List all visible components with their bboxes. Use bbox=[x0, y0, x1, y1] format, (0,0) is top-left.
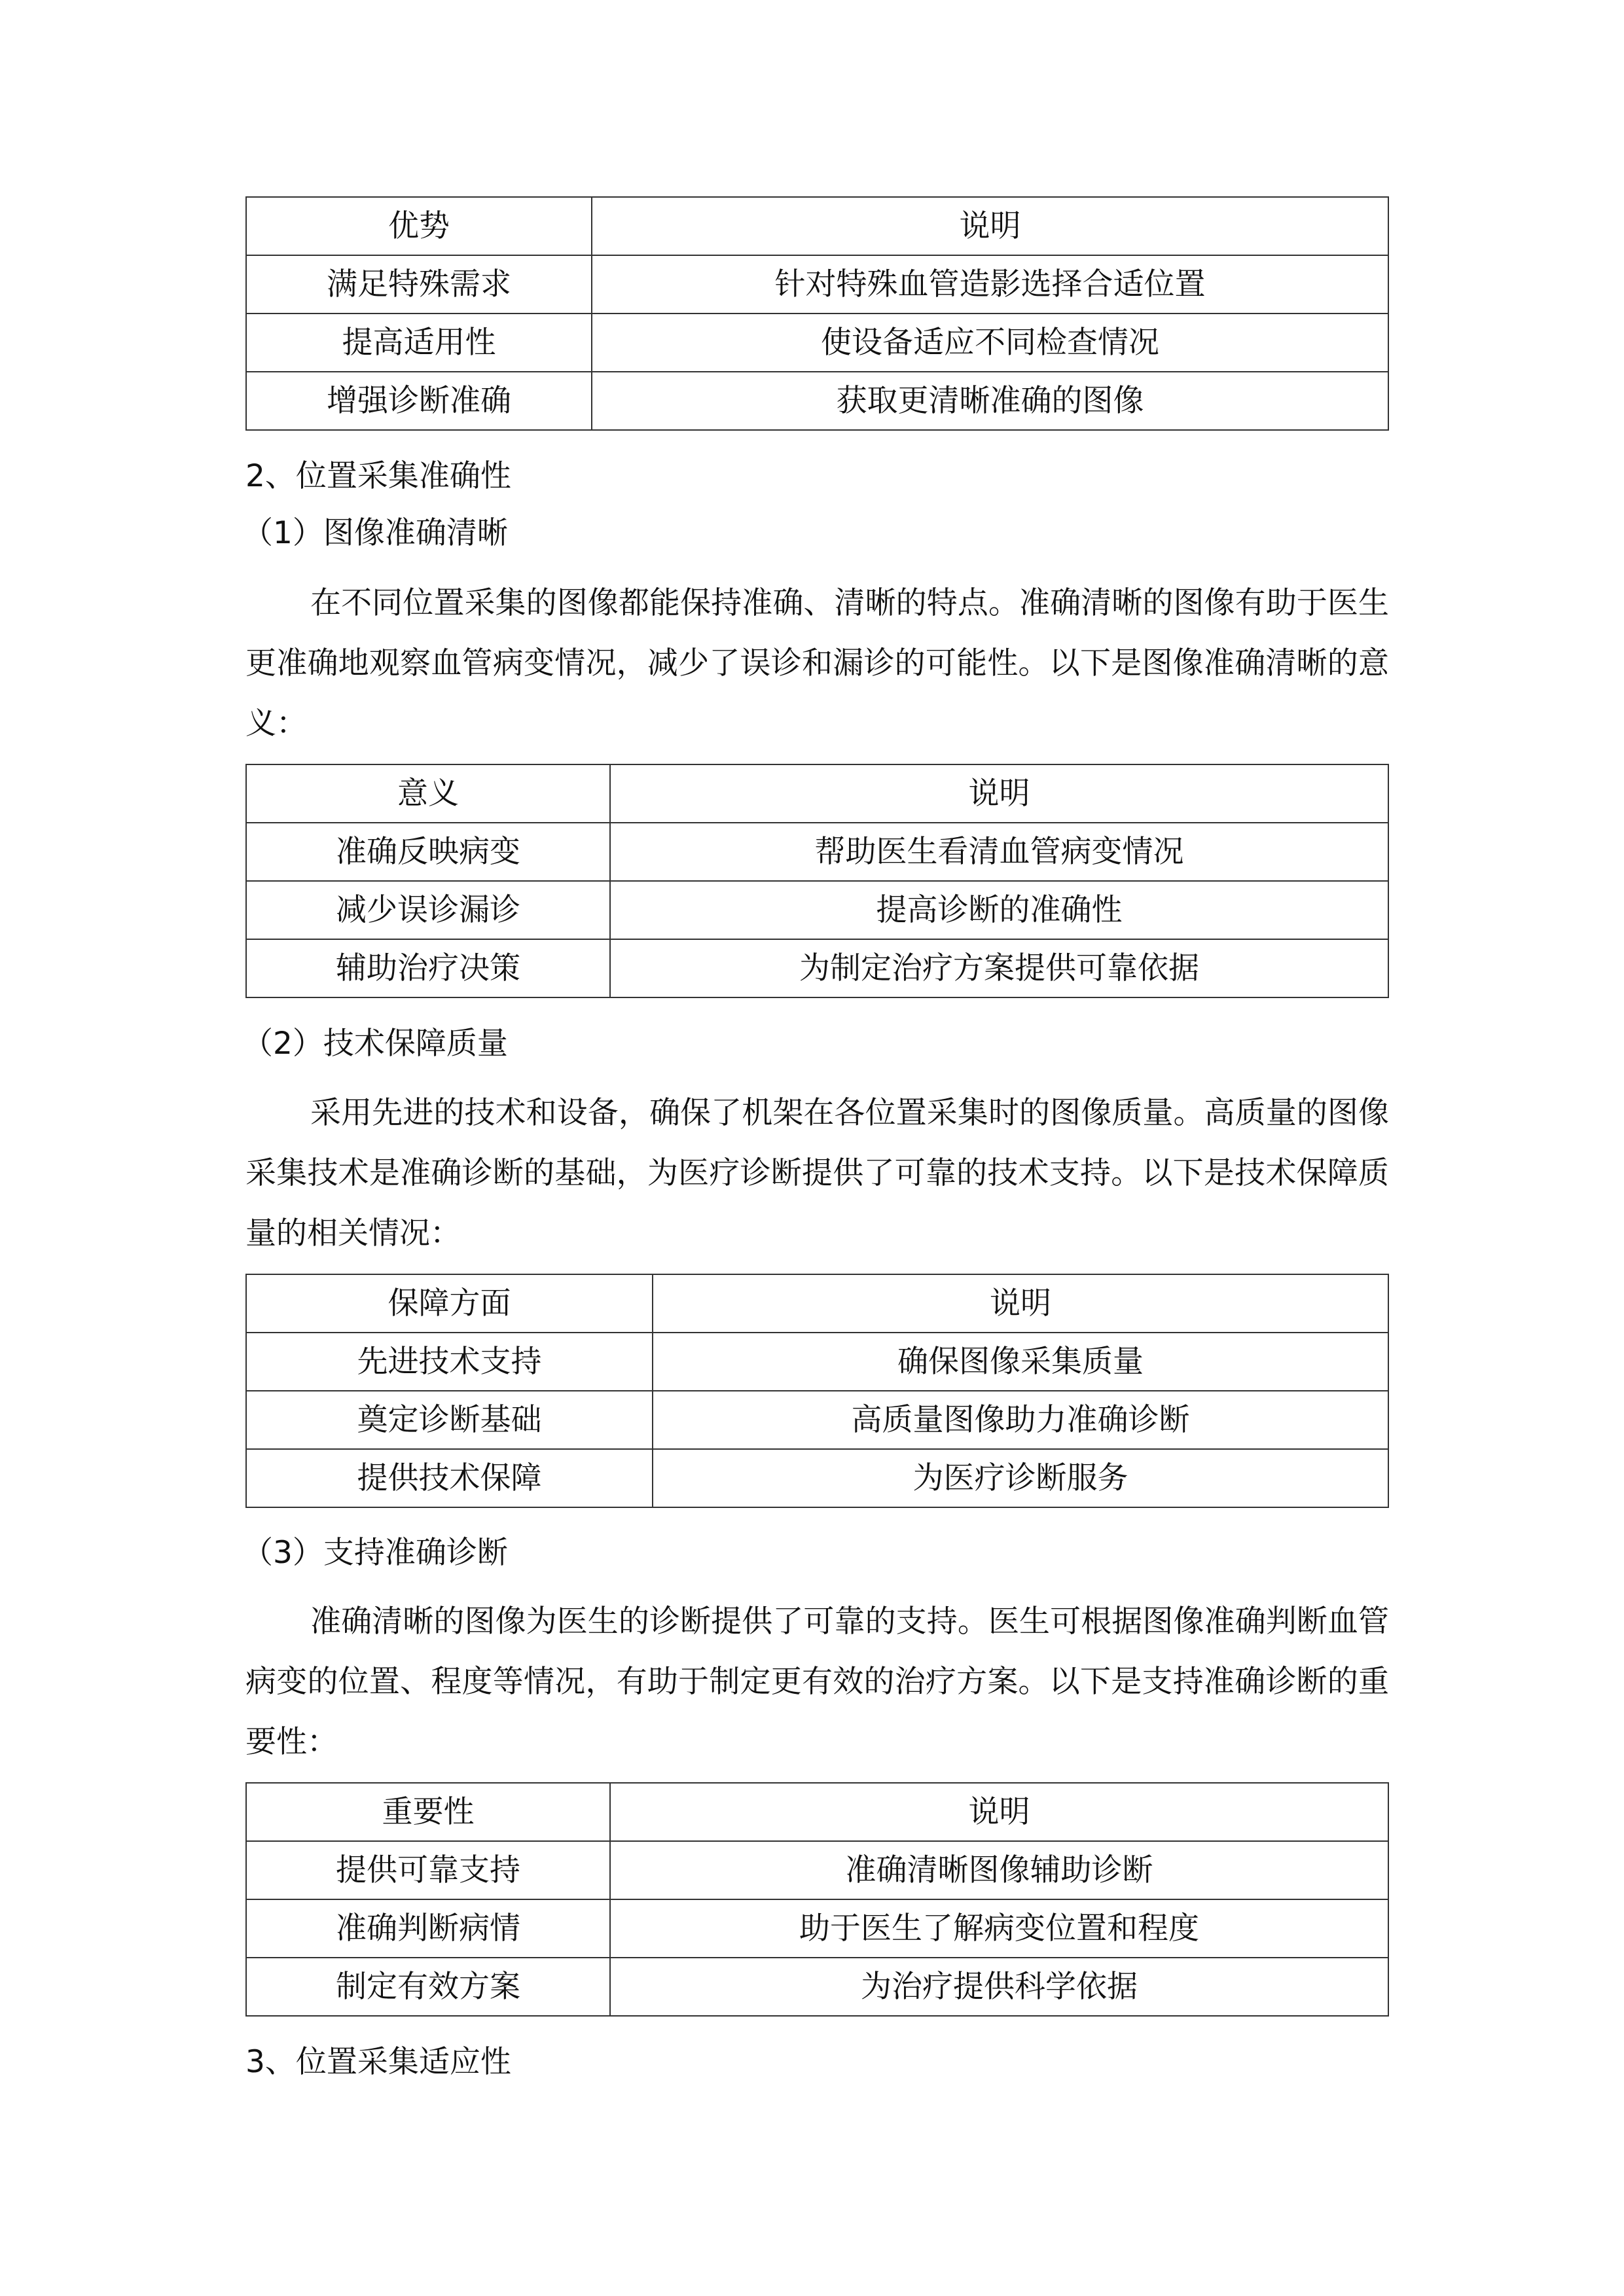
paragraph-text: 在不同位置采集的图像都能保持准确、清晰的特点。准确清晰的图像有助于医生更准确地观察血管病变情况，减少了误诊和漏诊的可能性。以下是图像准确清晰的意义： bbox=[245, 585, 1389, 742]
table-cell: 获取更清晰准确的图像 bbox=[592, 372, 1388, 430]
table-row bbox=[246, 372, 1388, 430]
table-cell: 提高适用性 bbox=[246, 314, 592, 372]
table-cell: 确保图像采集质量 bbox=[653, 1333, 1388, 1391]
table-row bbox=[246, 314, 1388, 372]
table-row bbox=[246, 881, 1388, 939]
table-header-cell: 说明 bbox=[653, 1274, 1388, 1333]
section-heading: 3、位置采集适应性 bbox=[245, 2044, 511, 2080]
guarantee-table bbox=[245, 1274, 1389, 1508]
table-cell: 增强诊断准确 bbox=[246, 372, 592, 430]
table-row bbox=[246, 939, 1388, 997]
paragraph-text: 准确清晰的图像为医生的诊断提供了可靠的支持。医生可根据图像准确判断血管病变的位置、程度等情况，有助于制定更有效的治疗方案。以下是支持准确诊断的重要性： bbox=[245, 1604, 1389, 1760]
table-row bbox=[246, 1391, 1388, 1449]
table-cell: 高质量图像助力准确诊断 bbox=[653, 1391, 1388, 1449]
table-cell: 为制定治疗方案提供可靠依据 bbox=[610, 939, 1388, 997]
table-cell: 针对特殊血管造影选择合适位置 bbox=[592, 255, 1388, 314]
table-cell: 准确判断病情 bbox=[246, 1899, 610, 1958]
advantages-table bbox=[245, 196, 1389, 431]
table-header-cell: 说明 bbox=[610, 1783, 1388, 1841]
table-row bbox=[246, 255, 1388, 314]
table-cell: 提供可靠支持 bbox=[246, 1841, 610, 1899]
table-cell: 满足特殊需求 bbox=[246, 255, 592, 314]
table-header-row bbox=[246, 1783, 1388, 1841]
table-header-cell: 说明 bbox=[610, 764, 1388, 823]
table-header-cell: 说明 bbox=[592, 197, 1388, 255]
paragraph bbox=[245, 573, 1389, 754]
table-cell: 辅助治疗决策 bbox=[246, 939, 610, 997]
table-cell: 使设备适应不同检查情况 bbox=[592, 314, 1388, 372]
subsection-heading: （1）图像准确清晰 bbox=[242, 515, 508, 551]
paragraph bbox=[245, 1592, 1389, 1772]
paragraph bbox=[245, 1083, 1389, 1264]
table-cell: 准确清晰图像辅助诊断 bbox=[610, 1841, 1388, 1899]
table-row bbox=[246, 1958, 1388, 2016]
table-header-cell: 重要性 bbox=[246, 1783, 610, 1841]
subsection-heading: （3）支持准确诊断 bbox=[242, 1535, 508, 1571]
importance-table bbox=[245, 1782, 1389, 2017]
table-cell: 提高诊断的准确性 bbox=[610, 881, 1388, 939]
paragraph-text: 采用先进的技术和设备，确保了机架在各位置采集时的图像质量。高质量的图像采集技术是准确诊断的基础，为医疗诊断提供了可靠的技术支持。以下是技术保障质量的相关情况： bbox=[245, 1095, 1389, 1251]
table-row bbox=[246, 1841, 1388, 1899]
table-cell: 帮助医生看清血管病变情况 bbox=[610, 823, 1388, 881]
table-header-row bbox=[246, 197, 1388, 255]
table-header-row bbox=[246, 764, 1388, 823]
table-row bbox=[246, 1899, 1388, 1958]
table-header-cell: 意义 bbox=[246, 764, 610, 823]
table-row bbox=[246, 1449, 1388, 1507]
table-header-row bbox=[246, 1274, 1388, 1333]
table-cell: 为治疗提供科学依据 bbox=[610, 1958, 1388, 2016]
table-row bbox=[246, 1333, 1388, 1391]
table-cell: 制定有效方案 bbox=[246, 1958, 610, 2016]
subsection-heading: （2）技术保障质量 bbox=[242, 1026, 508, 1062]
table-header-cell: 优势 bbox=[246, 197, 592, 255]
table-cell: 减少误诊漏诊 bbox=[246, 881, 610, 939]
table-cell: 先进技术支持 bbox=[246, 1333, 653, 1391]
table-cell: 准确反映病变 bbox=[246, 823, 610, 881]
table-cell: 提供技术保障 bbox=[246, 1449, 653, 1507]
table-cell: 助于医生了解病变位置和程度 bbox=[610, 1899, 1388, 1958]
table-cell: 为医疗诊断服务 bbox=[653, 1449, 1388, 1507]
table-header-cell: 保障方面 bbox=[246, 1274, 653, 1333]
table-cell: 奠定诊断基础 bbox=[246, 1391, 653, 1449]
significance-table bbox=[245, 764, 1389, 998]
table-row bbox=[246, 823, 1388, 881]
section-heading: 2、位置采集准确性 bbox=[245, 458, 511, 494]
